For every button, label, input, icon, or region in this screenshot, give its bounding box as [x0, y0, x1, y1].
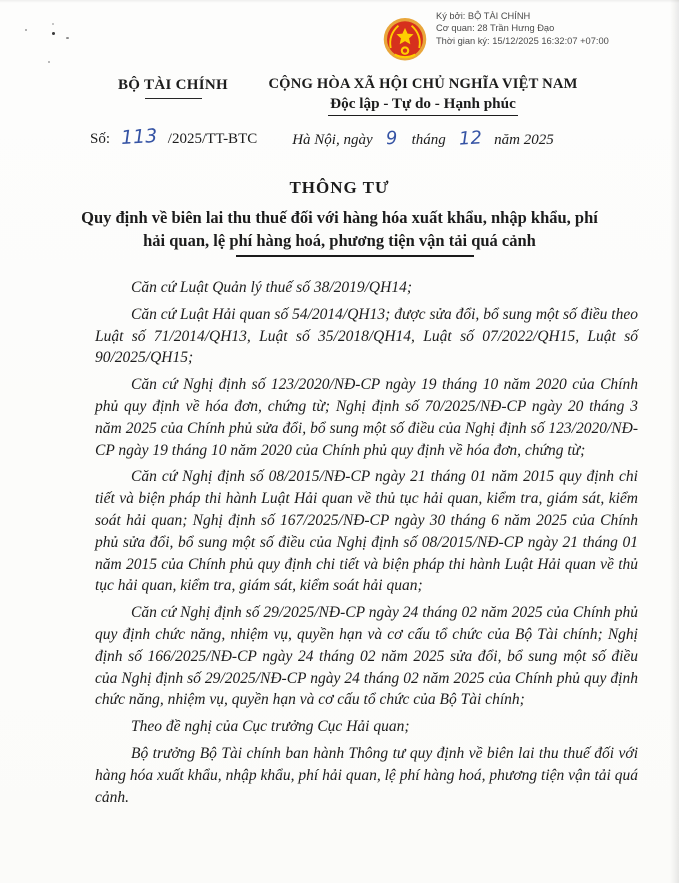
- scan-speck: [52, 23, 54, 25]
- signature-stamp-text: [436, 8, 609, 47]
- date-month-handwritten: 12: [457, 127, 482, 150]
- republic-motto: Độc lập - Tự do - Hạnh phúc: [328, 95, 518, 116]
- date-month-word: tháng: [411, 132, 446, 148]
- doc-subject-line1: Quy định về biên lai thu thuế đối với hàng hóa xuất khẩu, nhập khẩu, phí: [81, 208, 598, 227]
- doc-subject-line2: hải quan, lệ phí hàng hoá, phương tiện vận tải quá cảnh: [143, 231, 536, 250]
- document-body: [95, 277, 638, 813]
- issuer-underline: [145, 98, 202, 99]
- issuer-name: BỘ TÀI CHÍNH: [117, 77, 228, 93]
- body-paragraph: Căn cứ Nghị định số 08/2015/NĐ-CP ngày 21 tháng 01 năm 2015 quy định chi tiết và biện pháp thi hành Luật Hải quan về thủ tục hải quan, kiểm tra, giám sát, kiểm soát hải quan; Nghị định số 167/2025/NĐ-CP ngày 30 tháng 6 năm 2025 của Chính phủ sửa đổi, bổ sung một số điều của Nghị định số 08/2015/NĐ-CP ngày 21 tháng 01 năm 2015 của Chính phủ quy định chi tiết và biện pháp thi hành Luật Hải quan về thủ tục hải quan, kiểm tra, giám sát, kiểm soát hải quan;: [95, 468, 638, 595]
- stamp-agency: Cơ quan: 28 Trần Hưng Đạo: [436, 23, 555, 34]
- republic-block: [268, 76, 578, 116]
- body-paragraph: Căn cứ Luật Quản lý thuế số 38/2019/QH14;: [131, 279, 412, 296]
- issuer-block: [78, 77, 268, 99]
- doc-number: [90, 125, 258, 149]
- doc-number-suffix: /2025/TT-BTC: [167, 131, 258, 147]
- scan-edge-shade-top: [0, 0, 679, 3]
- scan-speck: [25, 29, 27, 31]
- body-paragraph: Theo đề nghị của Cục trưởng Cục Hải quan;: [131, 718, 410, 736]
- issue-date: [268, 128, 578, 149]
- vietnam-emblem-icon: [383, 17, 427, 63]
- doc-number-handwritten: 113: [120, 125, 158, 149]
- title-block: [0, 178, 679, 257]
- doc-type-title: THÔNG TƯ: [289, 178, 390, 197]
- scan-edge-shade: [670, 0, 679, 883]
- body-paragraph: Căn cứ Luật Hải quan số 54/2014/QH13; được sửa đổi, bổ sung một số điều theo Luật số 71/2014/QH13, Luật số 35/2018/QH14, Luật số 07/2022/QH15, Luật số 90/2025/QH15;: [95, 305, 638, 367]
- stamp-sign-time: Thời gian ký: 15/12/2025 16:32:07 +07:00: [436, 35, 609, 46]
- date-year: năm 2025: [494, 132, 554, 148]
- republic-title: CỘNG HÒA XÃ HỘI CHỦ NGHĨA VIỆT NAM: [268, 76, 578, 92]
- body-paragraph: Căn cứ Nghị định số 29/2025/NĐ-CP ngày 24 tháng 02 năm 2025 của Chính phủ quy định chức năng, nhiệm vụ, quyền hạn và cơ cấu tổ chức của Bộ Tài chính; Nghị định số 166/2025/NĐ-CP ngày 24 tháng 02 năm 2025 sửa đổi, bổ sung một số điều của Nghị định số 29/2025/NĐ-CP ngày 24 tháng 02 năm 2025 của Chính phủ quy định chức năng, nhiệm vụ, quyền hạn và cơ cấu tổ chức của Bộ Tài chính;: [95, 604, 638, 709]
- doc-number-prefix: Số:: [90, 131, 111, 147]
- date-place: Hà Nội, ngày: [292, 132, 373, 148]
- stamp-signed-by: Ký bởi: BỘ TÀI CHÍNH: [436, 11, 531, 21]
- scan-speck: [66, 37, 69, 39]
- body-paragraph: Bộ trưởng Bộ Tài chính ban hành Thông tư quy định về biên lai thu thuế đối với hàng hóa xuất khẩu, nhập khẩu, phí hải quan, lệ phí hàng hoá, phương tiện vận tải quá cảnh.: [95, 744, 638, 806]
- body-paragraph: Căn cứ Nghị định số 123/2020/NĐ-CP ngày 19 tháng 10 năm 2020 của Chính phủ quy định về hóa đơn, chứng từ; Nghị định số 70/2025/NĐ-CP ngày 20 tháng 3 năm 2025 của Chính phủ sửa đổi, bổ sung một số điều của Nghị định số 123/2020/NĐ-CP ngày 19 tháng 10 năm 2020 của Chính phủ quy định về hóa đơn, chứng từ;: [95, 376, 638, 459]
- title-underline: [236, 255, 474, 257]
- digital-signature-stamp: [383, 8, 609, 63]
- scan-speck: [48, 61, 50, 63]
- date-day-handwritten: 9: [385, 127, 399, 150]
- scan-speck: [52, 32, 55, 35]
